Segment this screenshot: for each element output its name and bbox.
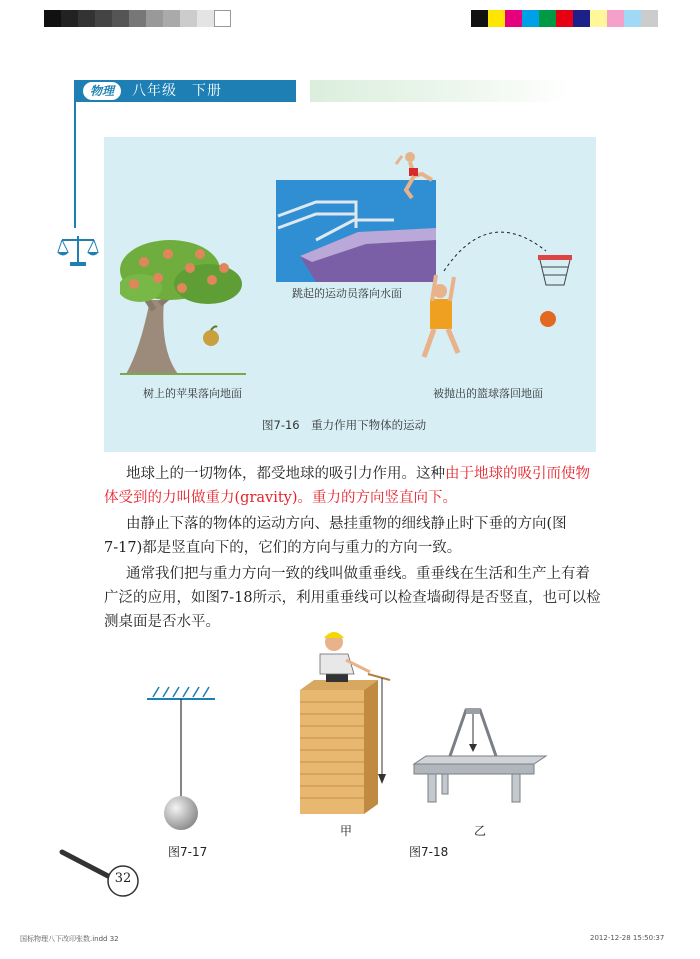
page-number: 32 xyxy=(114,871,132,886)
table-level-illustration xyxy=(410,708,548,808)
footer-file: 国标物理八下改印张数.indd 32 xyxy=(20,935,119,943)
basketball-illustration xyxy=(418,225,580,375)
plumb-bob-illustration xyxy=(145,685,217,835)
footer-timestamp: 2012-12-28 15:50:37 xyxy=(590,934,665,942)
balance-scale-icon xyxy=(56,232,100,268)
figure-7-18-label-b: 乙 xyxy=(474,824,487,838)
basketball-label: 被抛出的篮球落回地面 xyxy=(433,387,543,400)
header-fade-bar xyxy=(310,80,570,102)
apple-tree-illustration xyxy=(120,240,250,380)
paragraph-2-line-2: 7-17)都是竖直向下的，它们的方向与重力的方向一致。 xyxy=(104,540,462,556)
diver-figure xyxy=(392,150,442,202)
figure-7-18-caption: 图7-18 xyxy=(409,845,449,859)
falling-apple xyxy=(201,325,221,349)
p1-highlight-a: 由于地球的吸引而使物 xyxy=(445,466,590,482)
diver-label: 跳起的运动员落向水面 xyxy=(292,287,402,300)
paragraph-1-line-2: 体受到的力叫做重力(gravity)。重力的方向竖直向下。 xyxy=(104,490,458,506)
figure-7-17-caption: 图7-17 xyxy=(168,845,208,859)
margin-rule xyxy=(74,100,76,228)
paragraph-1-line-1 xyxy=(126,462,596,486)
paragraph-2-line-1: 由静止下落的物体的运动方向、悬挂重物的细线静止时下垂的方向(图 xyxy=(126,516,567,532)
subject-badge: 物理 xyxy=(83,82,121,100)
paragraph-3-line-1: 通常我们把与重力方向一致的线叫做重垂线。重垂线在生活和生产上有着 xyxy=(126,566,590,582)
paragraph-3-line-2: 广泛的应用，如图7-18所示，利用重垂线可以检查墙砌得是否竖直，也可以检 xyxy=(104,590,601,606)
apple-label: 树上的苹果落向地面 xyxy=(143,387,242,400)
figure-7-18-label-a: 甲 xyxy=(340,824,353,838)
paragraph-3-line-3: 测桌面是否水平。 xyxy=(104,614,220,630)
grade-volume: 八年级 下册 xyxy=(132,83,222,99)
p1-normal-text: 地球上的一切物体，都受地球的吸引力作用。这种 xyxy=(126,466,445,482)
figure-7-16-caption: 图7-16 重力作用下物体的运动 xyxy=(262,418,427,432)
brick-wall-plumb-illustration xyxy=(298,618,396,818)
